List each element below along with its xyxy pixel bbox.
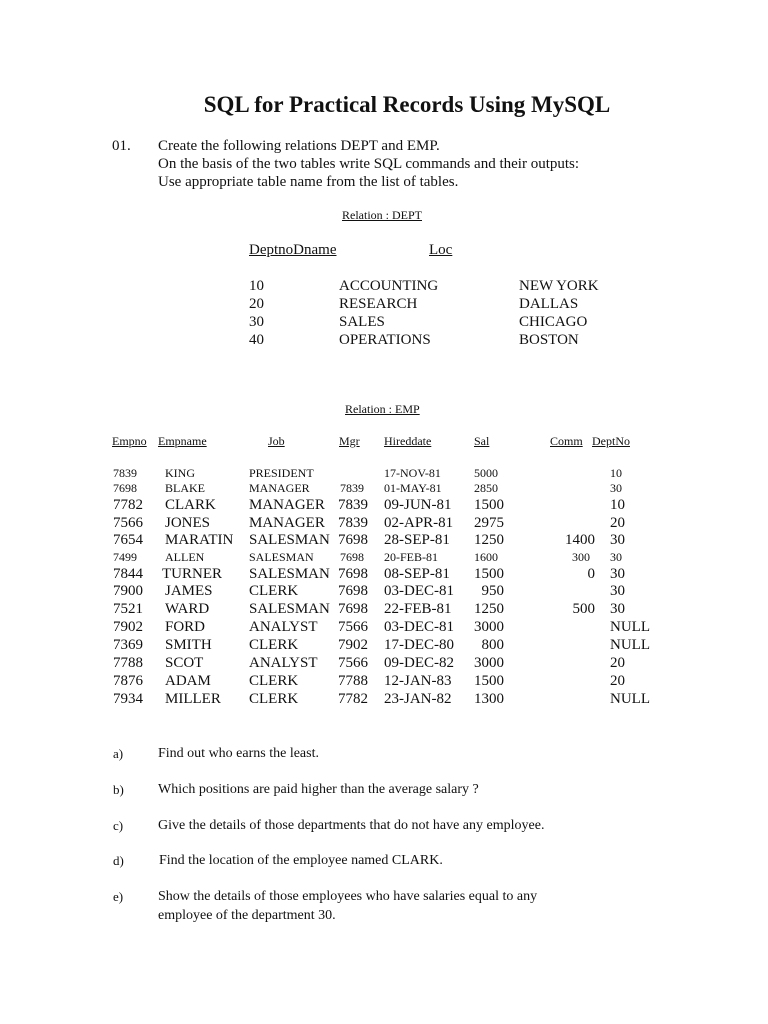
question-letter: e) (113, 889, 124, 904)
emp-sal: 3000 (474, 655, 504, 671)
dept-dname: ACCOUNTING (339, 278, 439, 294)
emp-hiredate: 09-DEC-82 (384, 655, 454, 671)
emp-sal: 2850 (474, 481, 498, 495)
emp-mgr: 7698 (338, 601, 368, 617)
emp-deptno: 20 (610, 515, 625, 531)
emp-job: SALESMAN (249, 550, 314, 564)
emp-sal: 5000 (474, 466, 498, 480)
emp-deptno: 10 (610, 466, 622, 480)
emp-job: MANAGER (249, 515, 325, 531)
emp-comm: 0 (587, 566, 595, 582)
question-letter: a) (113, 746, 124, 761)
emp-sal: 800 (481, 637, 504, 653)
emp-empno: 7499 (113, 550, 137, 564)
emp-ename: SMITH (165, 637, 212, 653)
emp-job: MANAGER (249, 481, 310, 495)
emp-sal: 1250 (474, 532, 504, 548)
emp-mgr: 7839 (338, 515, 368, 531)
emp-header-hiredate: Hireddate (384, 434, 432, 448)
emp-deptno: 30 (610, 532, 625, 548)
emp-mgr: 7839 (338, 497, 368, 513)
emp-sal: 950 (481, 583, 504, 599)
emp-job: CLERK (249, 691, 299, 707)
dept-relation-label: Relation : DEPT (342, 208, 422, 222)
emp-mgr: 7698 (340, 550, 364, 564)
dept-header-deptno-dname: DeptnoDname (249, 242, 337, 258)
emp-job: CLERK (249, 673, 299, 689)
emp-mgr: 7698 (338, 566, 368, 582)
emp-hiredate: 02-APR-81 (384, 515, 454, 531)
emp-header-deptno: DeptNo (592, 434, 630, 448)
emp-mgr: 7566 (338, 655, 368, 671)
emp-hiredate: 08-SEP-81 (384, 566, 450, 582)
dept-loc: BOSTON (519, 332, 579, 348)
question-text: Find out who earns the least. (158, 746, 319, 761)
emp-job: CLERK (249, 583, 299, 599)
dept-dname: OPERATIONS (339, 332, 431, 348)
page-title: SQL for Practical Records Using MySQL (203, 92, 611, 117)
emp-hiredate: 09-JUN-81 (384, 497, 452, 513)
emp-sal: 2975 (474, 515, 504, 531)
emp-comm: 500 (572, 601, 595, 617)
emp-deptno: 30 (610, 566, 625, 582)
exercise-line: On the basis of the two tables write SQL commands and their outputs: (158, 156, 580, 172)
exercise-line: Create the following relations DEPT and EMP. (158, 138, 440, 154)
dept-header-loc: Loc (429, 242, 453, 258)
emp-mgr: 7788 (338, 673, 368, 689)
emp-header-empname: Empname (158, 434, 207, 448)
dept-deptno: 10 (249, 278, 264, 294)
emp-job: MANAGER (249, 497, 325, 513)
emp-hiredate: 17-NOV-81 (384, 466, 441, 480)
emp-empno: 7876 (113, 673, 143, 689)
emp-deptno: NULL (610, 619, 650, 635)
emp-deptno: 20 (610, 673, 625, 689)
emp-hiredate: 28-SEP-81 (384, 532, 450, 548)
exercise-line: Use appropriate table name from the list of tables. (158, 174, 459, 190)
emp-empno: 7566 (113, 515, 143, 531)
emp-header-job: Job (268, 434, 285, 448)
emp-ename: ALLEN (165, 550, 205, 564)
emp-ename: KING (165, 466, 195, 480)
emp-job: SALESMAN (249, 601, 330, 617)
emp-sal: 1250 (474, 601, 504, 617)
emp-header-mgr: Mgr (339, 434, 360, 448)
emp-ename: MARATIN (165, 532, 234, 548)
emp-empno: 7902 (113, 619, 143, 635)
emp-empno: 7782 (113, 497, 143, 513)
emp-ename: FORD (165, 619, 206, 635)
emp-comm: 300 (572, 550, 590, 564)
emp-ename: TURNER (162, 566, 222, 582)
emp-hiredate: 12-JAN-83 (384, 673, 452, 689)
emp-empno: 7844 (113, 566, 143, 582)
emp-deptno: 30 (610, 481, 622, 495)
question-letter: b) (113, 782, 124, 797)
emp-deptno: 20 (610, 655, 625, 671)
emp-sal: 1300 (474, 691, 504, 707)
emp-sal: 1500 (474, 566, 504, 582)
emp-header-empno: Empno (112, 434, 147, 448)
emp-job: CLERK (249, 637, 299, 653)
emp-header-comm: Comm (550, 434, 583, 448)
emp-mgr: 7902 (338, 637, 368, 653)
emp-hiredate: 17-DEC-80 (384, 637, 454, 653)
emp-header-sal: Sal (474, 434, 490, 448)
emp-job: PRESIDENT (249, 466, 314, 480)
dept-dname: RESEARCH (339, 296, 418, 312)
question-text: Show the details of those employees who have salaries equal to any employee of the department 30. (158, 889, 538, 923)
emp-empno: 7521 (113, 601, 143, 617)
emp-mgr: 7839 (340, 481, 364, 495)
emp-ename: ADAM (165, 673, 211, 689)
dept-deptno: 30 (249, 314, 264, 330)
dept-loc: DALLAS (519, 296, 579, 312)
dept-deptno: 40 (249, 332, 264, 348)
emp-empno: 7788 (113, 655, 143, 671)
emp-hiredate: 23-JAN-82 (384, 691, 452, 707)
emp-hiredate: 01-MAY-81 (384, 481, 442, 495)
emp-deptno: 30 (610, 550, 622, 564)
emp-sal: 1600 (474, 550, 498, 564)
emp-ename: BLAKE (165, 481, 205, 495)
emp-sal: 3000 (474, 619, 504, 635)
emp-mgr: 7782 (338, 691, 368, 707)
emp-hiredate: 03-DEC-81 (384, 583, 454, 599)
emp-job: SALESMAN (249, 532, 330, 548)
emp-empno: 7698 (113, 481, 137, 495)
emp-deptno: NULL (610, 691, 650, 707)
emp-relation-label: Relation : EMP (345, 402, 420, 416)
question-letter: d) (113, 853, 124, 868)
emp-mgr: 7698 (338, 583, 368, 599)
emp-comm: 1400 (565, 532, 595, 548)
emp-deptno: 10 (610, 497, 625, 513)
emp-hiredate: 22-FEB-81 (384, 601, 452, 617)
emp-ename: JONES (165, 515, 211, 531)
emp-sal: 1500 (474, 497, 504, 513)
emp-job: SALESMAN (249, 566, 330, 582)
dept-deptno: 20 (249, 296, 264, 312)
dept-loc: NEW YORK (519, 278, 599, 294)
emp-hiredate: 20-FEB-81 (384, 550, 438, 564)
emp-empno: 7839 (113, 466, 137, 480)
question-text: Which positions are paid higher than the average salary ? (158, 782, 479, 797)
emp-deptno: 30 (610, 583, 625, 599)
emp-deptno: NULL (610, 637, 650, 653)
emp-ename: MILLER (165, 691, 221, 707)
emp-mgr: 7566 (338, 619, 368, 635)
emp-ename: CLARK (165, 497, 216, 513)
emp-deptno: 30 (610, 601, 625, 617)
emp-job: ANALYST (249, 619, 318, 635)
question-text: Find the location of the employee named CLARK. (159, 853, 443, 868)
question-letter: c) (113, 818, 124, 833)
emp-hiredate: 03-DEC-81 (384, 619, 454, 635)
emp-empno: 7654 (113, 532, 143, 548)
emp-empno: 7900 (113, 583, 143, 599)
dept-loc: CHICAGO (519, 314, 588, 330)
emp-empno: 7369 (113, 637, 143, 653)
exercise-number: 01. (112, 138, 131, 154)
emp-ename: SCOT (165, 655, 204, 671)
emp-ename: WARD (165, 601, 210, 617)
emp-mgr: 7698 (338, 532, 368, 548)
emp-sal: 1500 (474, 673, 504, 689)
emp-job: ANALYST (249, 655, 318, 671)
emp-empno: 7934 (113, 691, 143, 707)
emp-ename: JAMES (165, 583, 213, 599)
question-text: Give the details of those departments that do not have any employee. (158, 818, 545, 833)
dept-dname: SALES (339, 314, 385, 330)
